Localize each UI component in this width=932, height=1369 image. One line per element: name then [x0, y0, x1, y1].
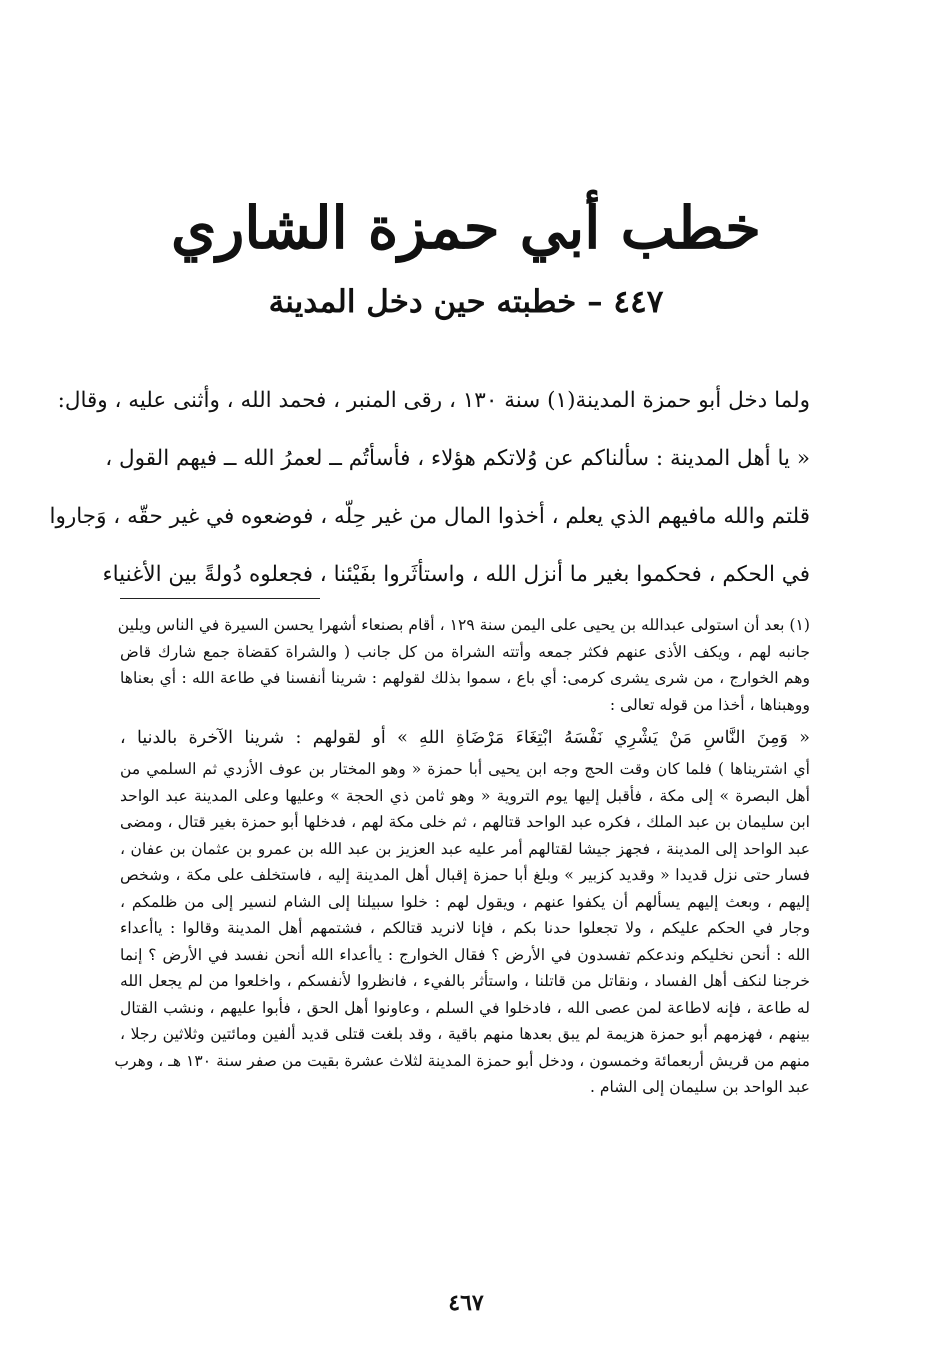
footnote-line: أهل البصرة » إلى مكة ، فأقبل إليها يوم التروية « وهو ثامن ذي الحجة » وعليها وعلى المدينة عبد الواحد	[120, 786, 810, 805]
text-line: ولما دخل أبو حمزة المدينة(١) سنة ١٣٠ ، رقى المنبر ، فحمد الله ، وأثنى عليه ، وقال:	[57, 388, 810, 413]
footnote-line: إليهم ، وبعث إليهم يسألهم أن يكفوا عنهم ، ويقول لهم : خلوا سبيلنا إلى الشام لنسير إلى من ظلمكم ،	[120, 892, 810, 911]
footnote-line: ابن سليمان بن عبد الملك ، فكره عبد الواحد قتالهم ، ثم خلى مكة لهم ، فدخلها أبو حمزة بغير قتال ، ومضى	[120, 813, 810, 831]
footnote-line: عبد الواحد إلى المدينة ، فجهز جيشا لقتالهم أمر عليه عبد العزيز بن عبد الله بن عمرو بن عثمان بن عفان ،	[120, 839, 810, 858]
footnote-line: أي اشتريناها ) فلما كان وقت الحج وجه ابن يحيى أبا حمزة « وهو المختار بن عوف الأزدي ثم السلمي من	[120, 760, 810, 778]
footnote-line: وهم الخوارج ، من شرى يشرى كرمى: أي باع ، سموا بذلك لقولهم : شرينا أنفسنا في طاعة الله : أي بعناها	[120, 669, 810, 687]
footnote-separator	[120, 598, 320, 599]
footnote-line: خرجنا لنكف أهل الفساد ، ونقاتل من قاتلنا ، واستأثر بالفيء ، فانظروا لأنفسكم ، واخلعوا من لم يجعل الله	[120, 972, 810, 990]
text-line: قلتم والله مافيهم الذي يعلم ، أخذوا المال من غير حِلّه ، فوضعوه في غير حقّه ، وَجاروا	[49, 504, 810, 529]
footnote-line: (١) بعد أن استولى عبدالله بن يحيى على اليمن سنة ١٢٩ ، أقام بصنعاء أشهرا يحسن السيرة في الناس ويلين	[117, 616, 810, 634]
text-line: « يا أهل المدينة : سألناكم عن وُلاتكم هؤلاء ، فأسأتُم ــ لعمرُ الله ــ فيهم القول ،	[105, 446, 810, 471]
footnote-line: بينهم ، فهزمهم أبو حمزة هزيمة لم يبق بعدها منهم باقية ، وقد بلغت قتلى قديد ألفين ومائتين وثلاثين رجلا ،	[120, 1025, 810, 1043]
main-text	[49, 372, 810, 604]
section-heading: ٤٤٧ – خطبته حين دخل المدينة	[268, 284, 664, 320]
footnote-line: جانبه لهم ، ويكف الأذى عنهم فكثر جمعه وأتته الشراة من كل جانب ( والشراة كقضاة جمع شارك قاض	[120, 642, 810, 661]
page-title: خطب أبي حمزة الشاري	[171, 194, 761, 262]
footnote-line: الله : أنحن نخليكم وندعكم تفسدون في الأرض ؟ فقال الخوارج : ياأعداء الله أنحن نفسد في الأرض ؟ إنما	[120, 945, 810, 964]
page-number: ٤٦٧	[448, 1290, 484, 1316]
footnote-line: منهم من قريش أربعمائة وخمسون ، ودخل أبو حمزة المدينة لثلاث عشرة بقيت من صفر سنة ١٣٠ هـ ، وهرب	[114, 1051, 810, 1070]
text-line: في الحكم ، فحكموا بغير ما أنزل الله ، واستأثَروا بفَيْئنا ، فجعلوه دُولةً بين الأغنياء	[102, 562, 810, 587]
quran-verse-line: « وَمِنَ النَّاسِ مَنْ يَشْرِي نَفْسَهُ ابْتِغَاءَ مَرْضَاةِ اللهِ » أو لقولهم : شرينا الآخرة بالدنيا ،	[120, 728, 810, 748]
footnote-line: له طاعة ، فإنه لاطاعة لمن عصى الله ، فادخلوا في السلم ، وعاونوا أهل الحق ، فأبوا عليهم ، ونشب القتال	[120, 998, 810, 1017]
footnote-line: وجار في الحكم عليكم ، ولا تجعلوا حدنا بكم ، فإنا لانريد قتالكم ، فشتمهم أهل المدينة وقالوا : ياأعداء	[120, 919, 810, 937]
footnote-line: عبد الواحد بن سليمان إلى الشام .	[589, 1078, 810, 1096]
footnote-line: ووهبناها ، أخذا من قوله تعالى :	[609, 695, 810, 714]
footnotes	[114, 612, 810, 1101]
footnote-line: فسار حتى نزل قديدا « وقديد كزبير » وبلغ أبا حمزة إقبال أهل المدينة إليه ، فاستخلف على مكة ، وشخص	[120, 866, 810, 884]
